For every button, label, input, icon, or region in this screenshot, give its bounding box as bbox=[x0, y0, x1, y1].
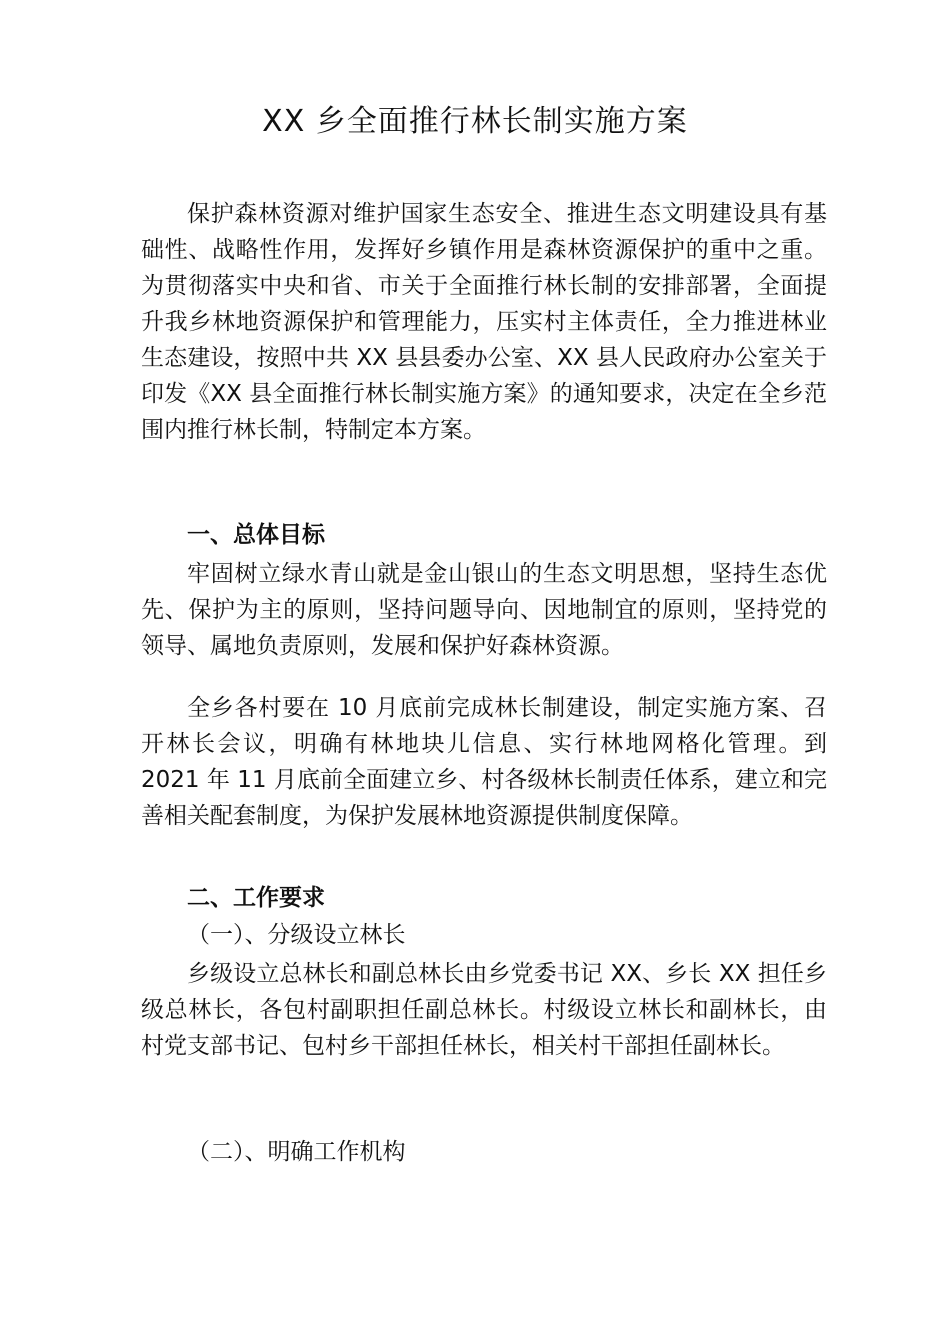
section-heading-work-requirements: 二、工作要求 bbox=[187, 885, 325, 911]
goal-paragraph-1: 牢固树立绿水青山就是金山银山的生态文明思想，坚持生态优先、保护为主的原则，坚持问题导向、因地制宜的原则，坚持党的领导、属地负责原则，发展和保护好森林资源。 bbox=[141, 561, 827, 659]
goal-paragraph-2: 全乡各村要在 10 月底前完成林长制建设，制定实施方案、召开林长会议，明确有林地块儿信息、实行林地网格化管理。到 2021 年 11 月底前全面建立乡、村各级林长制责任体系，建立和完善相关配套制度，为保护发展林地资源提供制度保障。 bbox=[141, 695, 827, 829]
intro-paragraph: 保护森林资源对维护国家生态安全、推进生态文明建设具有基础性、战略性作用，发挥好乡镇作用是森林资源保护的重中之重。为贯彻落实中央和省、市关于全面推行林长制的安排部署，全面提升我乡林地资源保护和管理能力，压实村主体责任，全力推进林业生态建设，按照中共 XX 县县委办公室、XX 县人民政府办公室关于印发《XX 县全面推行林长制实施方案》的通知要求，决定在全乡范围内推行林长制，特制定本方案。 bbox=[141, 201, 827, 443]
subheading-work-institutions: （二）、明确工作机构 bbox=[187, 1139, 406, 1165]
requirement-paragraph-1: 乡级设立总林长和副总林长由乡党委书记 XX、乡长 XX 担任乡级总林长，各包村副职担任副总林长。村级设立林长和副林长，由村党支部书记、包村乡干部担任林长，相关村干部担任副林长。 bbox=[141, 961, 827, 1059]
section-heading-overall-goal: 一、总体目标 bbox=[187, 522, 325, 548]
subheading-set-forest-chiefs: （一）、分级设立林长 bbox=[187, 922, 406, 948]
document-title: XX 乡全面推行林长制实施方案 bbox=[262, 104, 688, 139]
